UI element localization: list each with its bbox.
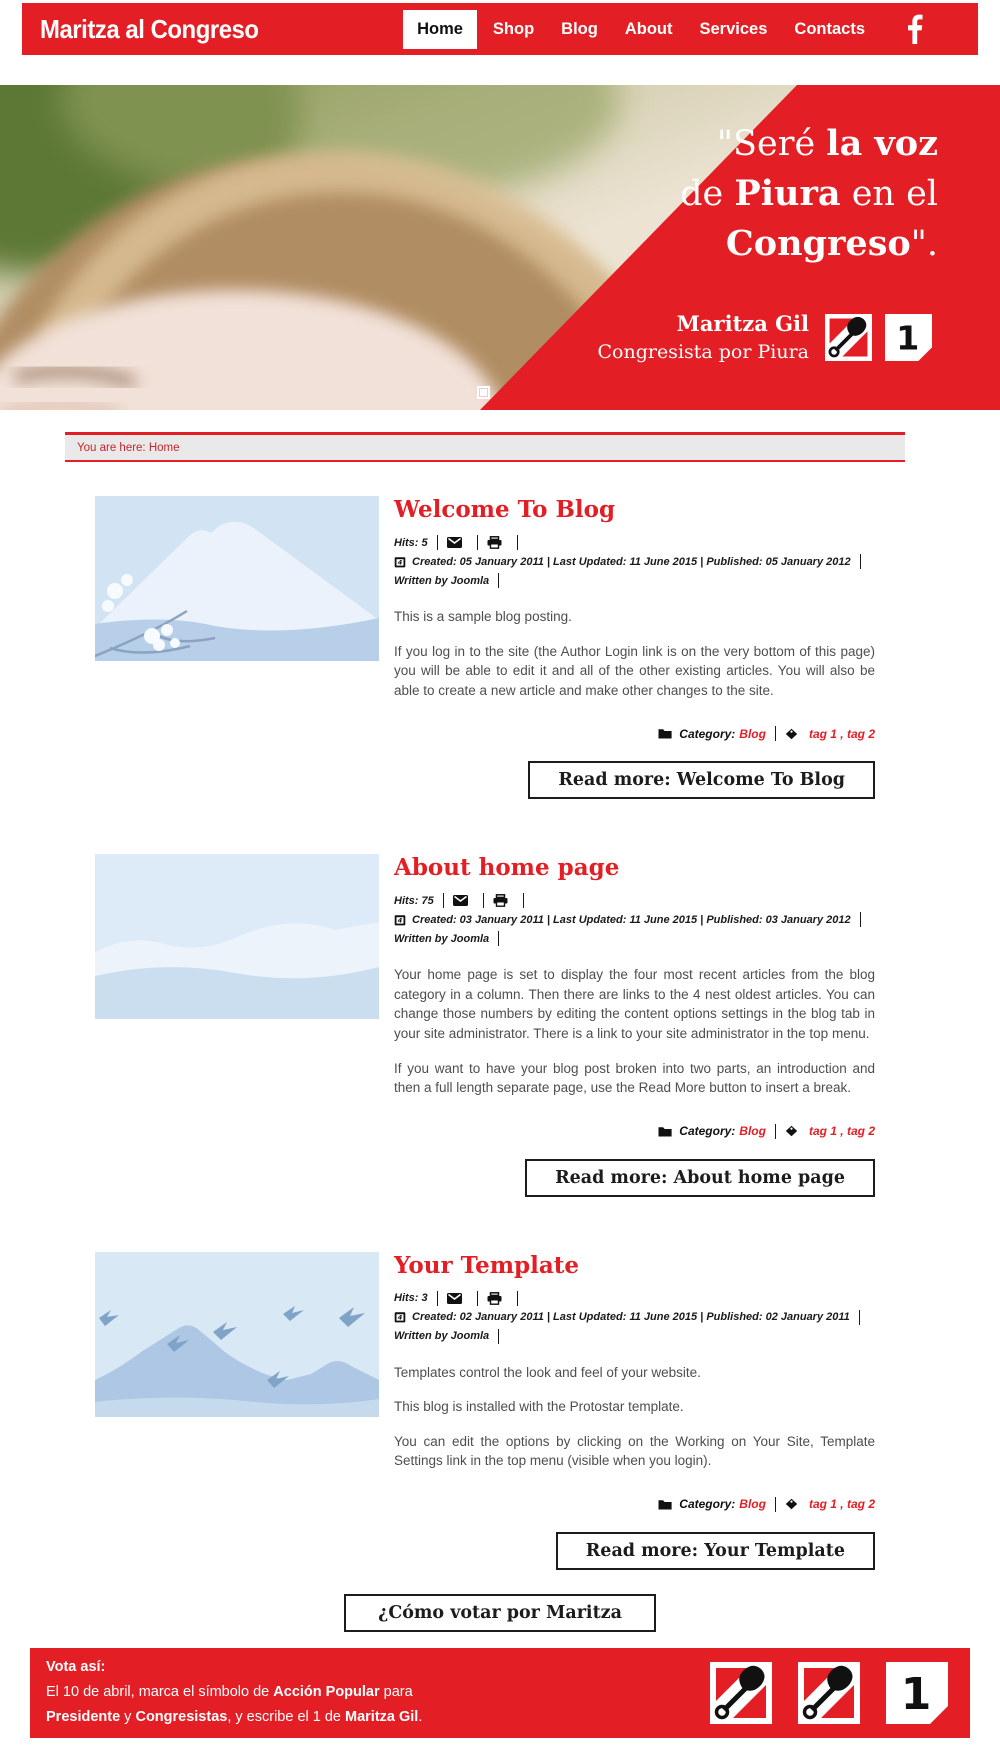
calendar-icon [394, 1311, 406, 1323]
candidate-role: Congresista por Piura [597, 341, 809, 363]
tag-links[interactable]: tag 1 , tag 2 [808, 1124, 875, 1139]
hero-quote: "Seré la voz de Piura en el Congreso". [680, 123, 938, 264]
post-paragraph: If you log in to the site (the Author Login link is on the very bottom of this page) you will be able to edit it and all of the other existing articles. You will also be able to create a new article and make other changes to the site. [394, 643, 875, 698]
post-title[interactable]: About home page [394, 854, 620, 882]
main-menu [403, 10, 876, 49]
post-thumbnail-hills [95, 854, 379, 1019]
post-paragraph: Templates control the look and feel of your website. [394, 1364, 701, 1380]
top-navbar [22, 3, 978, 55]
post-author: Written by Joomla [394, 574, 490, 587]
post-dates: Created: 02 January 2011 | Last Updated: 11 June 2015 | Published: 02 January 2011 [412, 1311, 850, 1324]
category-folder-icon [658, 1126, 672, 1137]
post-author: Written by Joomla [394, 1330, 490, 1343]
post-paragraph: This blog is installed with the Protostar template. [394, 1399, 684, 1415]
footer-banner [30, 1648, 970, 1738]
post-dates: Created: 03 January 2011 | Last Updated: 11 June 2015 | Published: 03 January 2012 [412, 913, 851, 926]
calendar-icon [394, 914, 406, 926]
post-paragraph: You can edit the options by clicking on the Working on Your Site, Template Settings link in the top menu (visible when you login). [394, 1433, 875, 1469]
svg-text:1: 1 [896, 318, 920, 358]
footer-party-icons [710, 1662, 948, 1724]
number-one-badge [885, 314, 932, 361]
tags-icon [785, 1498, 798, 1510]
category-tags-row [394, 1497, 875, 1512]
email-icon[interactable] [447, 1293, 462, 1304]
category-folder-icon [658, 728, 672, 739]
category-link[interactable]: Blog [739, 1124, 766, 1139]
tag-links[interactable]: tag 1 , tag 2 [808, 726, 875, 741]
blog-post-about-home [95, 854, 875, 1196]
read-more-button[interactable]: Read more: Your Template [556, 1532, 875, 1570]
svg-text:1: 1 [900, 1668, 932, 1720]
tags-icon [785, 728, 798, 740]
blog-list [95, 496, 875, 1570]
print-icon[interactable] [487, 536, 502, 549]
post-title[interactable]: Welcome To Blog [394, 496, 616, 523]
tag-links[interactable]: tag 1 , tag 2 [808, 1497, 875, 1512]
read-more-button[interactable]: Read more: About home page [525, 1159, 875, 1197]
print-icon[interactable] [487, 1292, 502, 1305]
nav-item-about[interactable]: About [624, 19, 673, 38]
breadcrumb [65, 432, 905, 462]
email-icon[interactable] [453, 895, 468, 906]
hits-count: Hits: 5 [394, 536, 428, 549]
email-icon[interactable] [447, 537, 462, 548]
nav-item-shop[interactable]: Shop [492, 19, 535, 38]
hero-signature [597, 309, 932, 365]
svg-text:4: 4 [397, 1313, 403, 1322]
post-paragraph: If you want to have your blog post broken into two parts, an introduction and then a full length separate page, use the Read More button to insert a break. [394, 1060, 875, 1096]
hits-count: Hits: 3 [394, 1292, 428, 1305]
post-author: Written by Joomla [394, 932, 490, 945]
hero-banner [0, 85, 1000, 410]
slider-indicator-dot[interactable] [477, 386, 490, 399]
nav-item-services[interactable]: Services [699, 19, 768, 38]
category-label: Category: [679, 1497, 736, 1512]
post-paragraph: Your home page is set to display the four most recent articles from the blog category in a column. Then there are links to the 4 nest oldest articles. You can change those numbers by editing the content options settings in the blog tab in your site administrator. There is a link to your site administrator in the top menu. [394, 967, 875, 1041]
svg-text:4: 4 [397, 916, 403, 925]
category-label: Category: [679, 1124, 736, 1139]
post-paragraph: This is a sample blog posting. [394, 609, 572, 624]
how-to-vote-button[interactable]: ¿Cómo votar por Maritza [344, 1594, 656, 1632]
number-one-badge [886, 1662, 948, 1724]
print-icon[interactable] [493, 894, 508, 907]
facebook-icon[interactable] [906, 14, 923, 44]
category-tags-row [394, 1124, 875, 1139]
accion-popular-shovel-icon [798, 1662, 860, 1724]
nav-item-blog[interactable]: Blog [561, 19, 598, 38]
breadcrumb-label: You are here: [77, 442, 146, 454]
post-thumbnail-fuji [95, 496, 379, 661]
site-brand[interactable]: Maritza al Congreso [40, 13, 259, 44]
post-meta [394, 1291, 875, 1348]
post-dates: Created: 05 January 2011 | Last Updated: 11 June 2015 | Published: 05 January 2012 [412, 555, 851, 568]
category-label: Category: [679, 726, 736, 741]
vote-button-row [0, 1594, 1000, 1632]
nav-item-contacts[interactable]: Contacts [794, 19, 865, 38]
calendar-icon [394, 556, 406, 568]
blog-post-your-template [95, 1252, 875, 1570]
post-meta [394, 535, 875, 592]
category-tags-row [394, 726, 875, 741]
candidate-name: Maritza Gil [676, 311, 809, 336]
read-more-button[interactable]: Read more: Welcome To Blog [528, 761, 875, 799]
accion-popular-shovel-icon [710, 1662, 772, 1724]
category-link[interactable]: Blog [739, 726, 766, 741]
hits-count: Hits: 75 [394, 894, 434, 907]
svg-text:4: 4 [397, 558, 403, 567]
breadcrumb-current: Home [148, 442, 180, 454]
category-link[interactable]: Blog [739, 1497, 766, 1512]
nav-item-home[interactable]: Home [403, 10, 477, 49]
footer-vote-instructions: Vota así: El 10 de abril, marca el símbolo de Acción Popular para Presidente y Congresistas, y escribe el 1 de Maritza Gil. [46, 1659, 423, 1726]
tags-icon [785, 1125, 798, 1137]
accion-popular-shovel-icon [825, 314, 872, 361]
category-folder-icon [658, 1499, 672, 1510]
post-thumbnail-birds [95, 1252, 379, 1417]
post-meta [394, 893, 875, 950]
post-title[interactable]: Your Template [394, 1251, 580, 1279]
blog-post-welcome [95, 496, 875, 799]
